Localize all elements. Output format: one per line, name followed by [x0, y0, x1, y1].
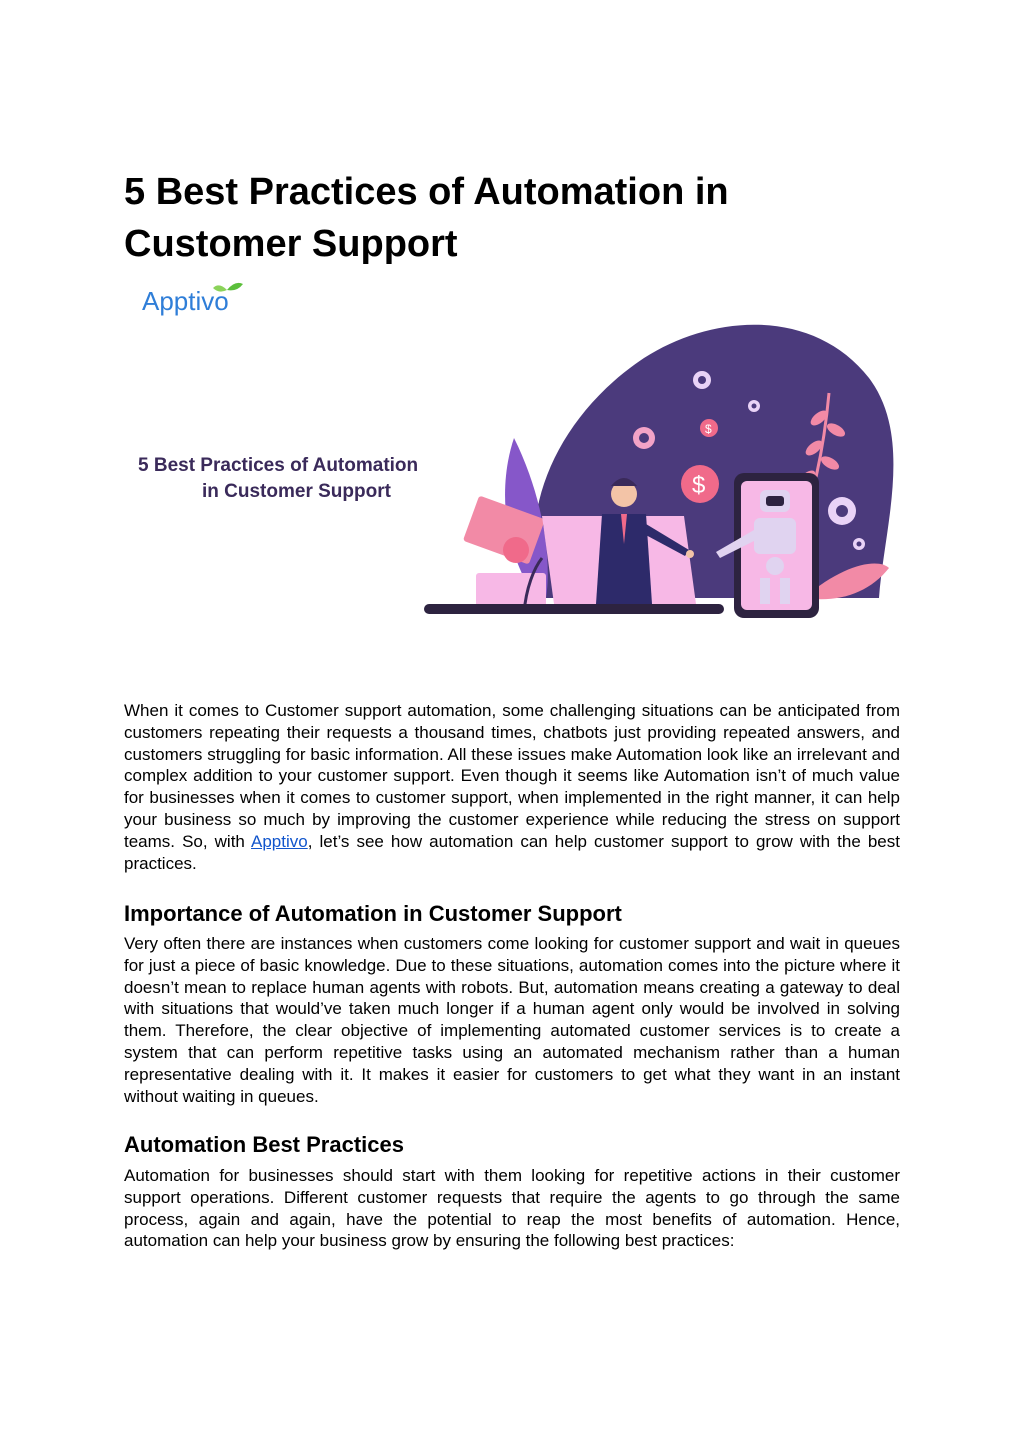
gear-icon	[633, 427, 655, 449]
gear-icon	[853, 538, 865, 550]
banner-heading-line1: 5 Best Practices of Automation	[138, 455, 419, 476]
svg-text:$: $	[692, 472, 706, 499]
page-title: 5 Best Practices of Automation in Customer Support	[124, 171, 729, 265]
intro-text-after-link: , let’s see how automation can help customer support to grow with the best practices.	[124, 831, 900, 873]
apptivo-link[interactable]: Apptivo	[251, 831, 308, 851]
intro-text-before-link: When it comes to Customer support automation, some challenging situations can be anticipated from customers repeating their requests a thousand times, chatbots just providing repeated answers, and customers struggling for basic information. All these issues make Automation look like an irrelevant and complex addition to your customer support. Even though it seems like Automation isn’t of much value for businesses when it comes to customer support, when implemented in the right manner, it can help your business so much by improving the customer experience while reducing the stress on support teams. So, with	[124, 701, 900, 851]
banner-heading-line2: in Customer Support	[202, 481, 391, 502]
dollar-coin-icon	[681, 465, 719, 503]
svg-text:$: $	[705, 422, 712, 436]
gear-icon	[693, 371, 711, 389]
gear-icon	[748, 400, 760, 412]
section-heading-best-practices: Automation Best Practices	[124, 1132, 404, 1157]
dollar-coin-icon	[700, 419, 718, 437]
logo-text: Apptivo	[142, 286, 229, 316]
gear-icon	[828, 497, 856, 525]
intro-paragraph	[124, 700, 900, 874]
best-practices-paragraph: Automation for businesses should start with them looking for repetitive actions in their customer support operations. Different customer requests that require the agents to go through the same process, again and again, have the potential to reap the most benefits of automation. Hence, automation can help your business grow by ensuring the following best practices:	[124, 1166, 900, 1251]
apptivo-logo	[142, 283, 243, 316]
section-heading-importance: Importance of Automation in Customer Support	[124, 901, 622, 926]
importance-paragraph: Very often there are instances when customers come looking for customer support and wait in queues for just a piece of basic knowledge. Due to these situations, automation comes into the picture where it doesn’t mean to replace human agents with robots. But, automation means creating a gateway to deal with situations that would’ve taken much longer if a human agent only would be involved in solving them. Therefore, the clear objective of implementing automated customer services is to create a system that can perform repetitive tasks using an automated mechanism rather than a human representative dealing with it. It makes it easier for customers to get what they want in an instant without waiting in queues.	[124, 934, 900, 1106]
hero-banner-image	[124, 268, 900, 680]
